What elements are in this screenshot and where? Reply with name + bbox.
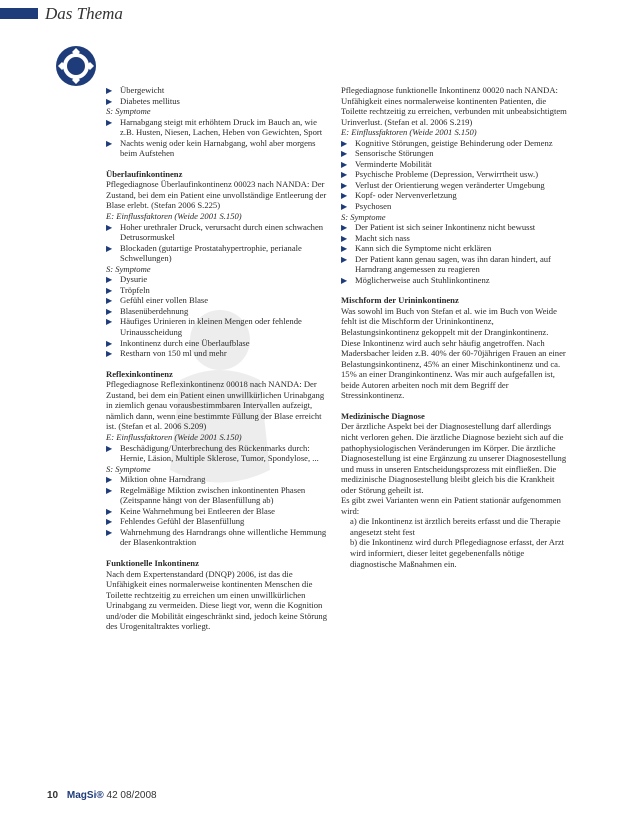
right-column (341, 85, 567, 569)
list-item: ▶ Dysurie (106, 274, 148, 285)
triangle-right-icon: ▶ (106, 517, 113, 527)
triangle-right-icon: ▶ (341, 202, 348, 212)
triangle-right-icon: ▶ (341, 180, 348, 190)
list-item: ▶ Sensorische Störungen (341, 148, 434, 159)
list-item: ▶ Verlust der Orientierung wegen veränderter Umgebung (341, 179, 545, 190)
left-column (106, 85, 328, 632)
list-item: ▶ Hoher urethraler Druck, verursacht durch einen schwachen Detrusormuskel (106, 221, 324, 243)
factors-label: E: Einflussfaktoren (Weide 2001 S.150) (106, 211, 242, 222)
triangle-right-icon: ▶ (106, 338, 113, 348)
list-item: ▶ Regelmäßige Miktion zwischen inkontinenten Phasen (Zeitspanne hängt von der Blasenfüllung ab) (106, 484, 306, 506)
list-item: ▶ Psychosen (341, 201, 392, 212)
triangle-right-icon: ▶ (106, 222, 113, 232)
list-item: b) die Inkontinenz wird durch Pflegediagnose erfasst, der Arzt wird informiert, dieser leitet gegebenenfalls nötige diagnostische Maßnahmen ein. (350, 537, 565, 569)
section-heading: Mischform der Urininkontinenz (341, 295, 459, 306)
triangle-right-icon: ▶ (106, 349, 113, 359)
section-title: Das Thema (45, 4, 123, 23)
triangle-right-icon: ▶ (106, 275, 113, 285)
triangle-right-icon: ▶ (341, 138, 348, 148)
list-item: ▶ Nachts wenig oder kein Harnabgang, wohl aber morgens beim Aufstehen (106, 137, 316, 159)
symptoms-label: S: Symptome (341, 211, 386, 222)
paragraph: Der ärztliche Aspekt bei der Diagnosestellung darf allerdings nicht verloren gehen. Die ärztliche Diagnose bezieht sich auf die pathophysiologischen Veränderungen im Körper. Die ärztliche Diagnosestellung ist eine Ergänzung zu unserer Diagnosestellung und muss in unseren Entscheidungsprozess mit einfließen. Die medizinische Diagnosestellung bleibt gleich bis die Krankheit oder Störung geheilt ist. (341, 421, 567, 495)
paragraph: Pflegediagnose Reflexinkontinenz 00018 nach NANDA: Der Zustand, bei dem ein Patient einen unwillkürlichen Urinabgang in ziemlich genau vorausbestimmbaren Intervallen aufzeigt, nämlich dann, wenn eine bestimmte Füllung der Blase erreicht ist. (Stefan et al. 2006 S.209) (106, 379, 325, 432)
triangle-right-icon: ▶ (106, 317, 113, 327)
list-item: ▶ Der Patient ist sich seiner Inkontinenz nicht bewusst (341, 222, 536, 233)
triangle-right-icon: ▶ (106, 527, 113, 537)
list-item: ▶ Häufiges Urinieren in kleinen Mengen oder fehlende Urinausscheidung (106, 316, 302, 338)
triangle-right-icon: ▶ (106, 485, 113, 495)
triangle-right-icon: ▶ (106, 443, 113, 453)
list-item: ▶ Übergewicht (106, 85, 165, 95)
header-color-bar (0, 8, 38, 19)
triangle-right-icon: ▶ (106, 243, 113, 253)
list-item: ▶ Tröpfeln (106, 284, 150, 295)
ring-logo-icon (54, 44, 98, 88)
paragraph: Es gibt zwei Varianten wenn ein Patient stationär aufgenommen wird: (341, 495, 561, 516)
symptoms-label: S: Symptome (106, 263, 151, 274)
triangle-right-icon: ▶ (341, 223, 348, 233)
paragraph: Nach dem Expertenstandard (DNQP) 2006, ist das die Unfähigkeit eines normalerweise kontinenten Menschen die Toilette rechtzeitig zu erreichen um einen unwillkürlichen Urinabgang zu vermeiden. Diese liegt vor, wenn die Kognition und/oder die Mobilität eingeschränkt sind, jedoch keine Störung des Urogenitaltraktes vorliegt. (106, 568, 328, 632)
list-item: ▶ Verminderte Mobilität (341, 158, 432, 169)
list-item: ▶ Gefühl einer vollen Blase (106, 295, 209, 306)
triangle-right-icon: ▶ (106, 117, 113, 127)
list-item: ▶ Psychische Probleme (Depression, Verwirrtheit usw.) (341, 169, 539, 180)
issue-date: 08/2008 (120, 790, 157, 801)
list-item: ▶ Beschädigung/Unterbrechung des Rückenmarks durch: Hernie, Läsion, Multiple Sklerose, Tumor, Spondylose, ... (106, 442, 319, 464)
list-item: ▶ Restharn von 150 ml und mehr (106, 348, 227, 359)
triangle-right-icon: ▶ (341, 244, 348, 254)
triangle-right-icon: ▶ (341, 191, 348, 201)
list-item: ▶ Möglicherweise auch Stuhlinkontinenz (341, 274, 490, 285)
triangle-right-icon: ▶ (341, 275, 348, 285)
paragraph: Pflegediagnose funktionelle Inkontinenz 00020 nach NANDA: Unfähigkeit eines normalerweise kontinenten Patienten, die Toilette rechtzeitig zu erreichen, verbunden mit unbeabsichtigtem Urinverlust. (Stefan et al. 2006 S.219) (341, 85, 567, 127)
list-item: ▶ Miktion ohne Harndrang (106, 474, 206, 485)
factors-label: E: Einflussfaktoren (Weide 2001 S.150) (106, 431, 242, 442)
list-item: ▶ Harnabgang steigt mit erhöhtem Druck im Bauch an, wie z.B. Husten, Niesen, Lachen, Heben von Gewichten, Sport (106, 116, 323, 138)
section-heading: Überlaufinkontinenz (106, 168, 183, 179)
section-heading: Funktionelle Inkontinenz (106, 557, 199, 568)
triangle-right-icon: ▶ (106, 296, 113, 306)
triangle-right-icon: ▶ (106, 285, 113, 295)
list-item: ▶ Kognitive Störungen, geistige Behinderung oder Demenz (341, 137, 553, 148)
list-item: ▶ Blasenüberdehnung (106, 305, 189, 316)
list-item: ▶ Keine Wahrnehmung bei Entleeren der Blase (106, 505, 275, 516)
section-heading: Reflexinkontinenz (106, 368, 173, 379)
issue-number: 42 (106, 790, 118, 801)
list-item: ▶ Wahrnehmung des Harndrangs ohne willentliche Hemmung der Blasenkontraktion (106, 526, 327, 548)
triangle-right-icon: ▶ (341, 149, 348, 159)
paragraph: Was sowohl im Buch von Stefan et al. wie im Buch von Weide fehlt ist die Mischform der Urininkontinenz, Belastungsinkontinenz gekoppelt mit der Dranginkontinenz. Diese Inkontinenz wird auch sehr häufig angetroffen. Nach Madersbacher leiden z.B. 40% der 60-70jährigen Frauen an einer Belastungsinkontinenz, 45% an einer Mischinkontinenz und ca. 15% an einer Dranginkontinenz. Was mir auch aufgefallen ist, beide Autoren arbeiten noch mit dem Begriff der Stressinkontinenz. (341, 305, 566, 401)
list-item: ▶ Kann sich die Symptome nicht erklären (341, 243, 492, 254)
triangle-right-icon: ▶ (106, 475, 113, 485)
triangle-right-icon: ▶ (106, 96, 113, 106)
list-item: ▶ Kopf- oder Nervenverletzung (341, 190, 457, 201)
list-item: ▶ Macht sich nass (341, 232, 410, 243)
triangle-right-icon: ▶ (341, 233, 348, 243)
page-footer (47, 790, 157, 801)
list-item: ▶ Fehlendes Gefühl der Blasenfüllung (106, 516, 245, 527)
triangle-right-icon: ▶ (106, 138, 113, 148)
triangle-right-icon: ▶ (106, 506, 113, 516)
triangle-right-icon: ▶ (341, 170, 348, 180)
triangle-right-icon: ▶ (106, 86, 113, 95)
triangle-right-icon: ▶ (341, 254, 348, 264)
paragraph: Pflegediagnose Überlaufinkontinenz 00023 nach NANDA: Der Zustand, bei dem ein Patient eine unvollständige Entleerung der Blase erlebt. (Stefan 2006 S.225) (106, 179, 327, 211)
page-number: 10 (47, 790, 59, 801)
triangle-right-icon: ▶ (341, 159, 348, 169)
list-item: ▶ Diabetes mellitus (106, 95, 180, 106)
symptoms-label: S: Symptome (106, 106, 151, 117)
triangle-right-icon: ▶ (106, 306, 113, 316)
list-item: ▶ Inkontinenz durch eine Überlaufblase (106, 337, 250, 348)
list-item: a) die Inkontinenz ist ärztlich bereits erfasst und die Therapie angesetzt steht fest (350, 516, 561, 537)
factors-label: E: Einflussfaktoren (Weide 2001 S.150) (341, 127, 477, 138)
list-item: ▶ Der Patient kann genau sagen, was ihn daran hindert, auf Harndrang angemessen zu reagieren (341, 253, 551, 275)
section-heading: Medizinische Diagnose (341, 410, 425, 421)
symptoms-label: S: Symptome (106, 463, 151, 474)
list-item: ▶ Blockaden (gutartige Prostatahypertrophie, perianale Schwellungen) (106, 242, 302, 264)
magazine-name: MagSi® (66, 790, 104, 801)
